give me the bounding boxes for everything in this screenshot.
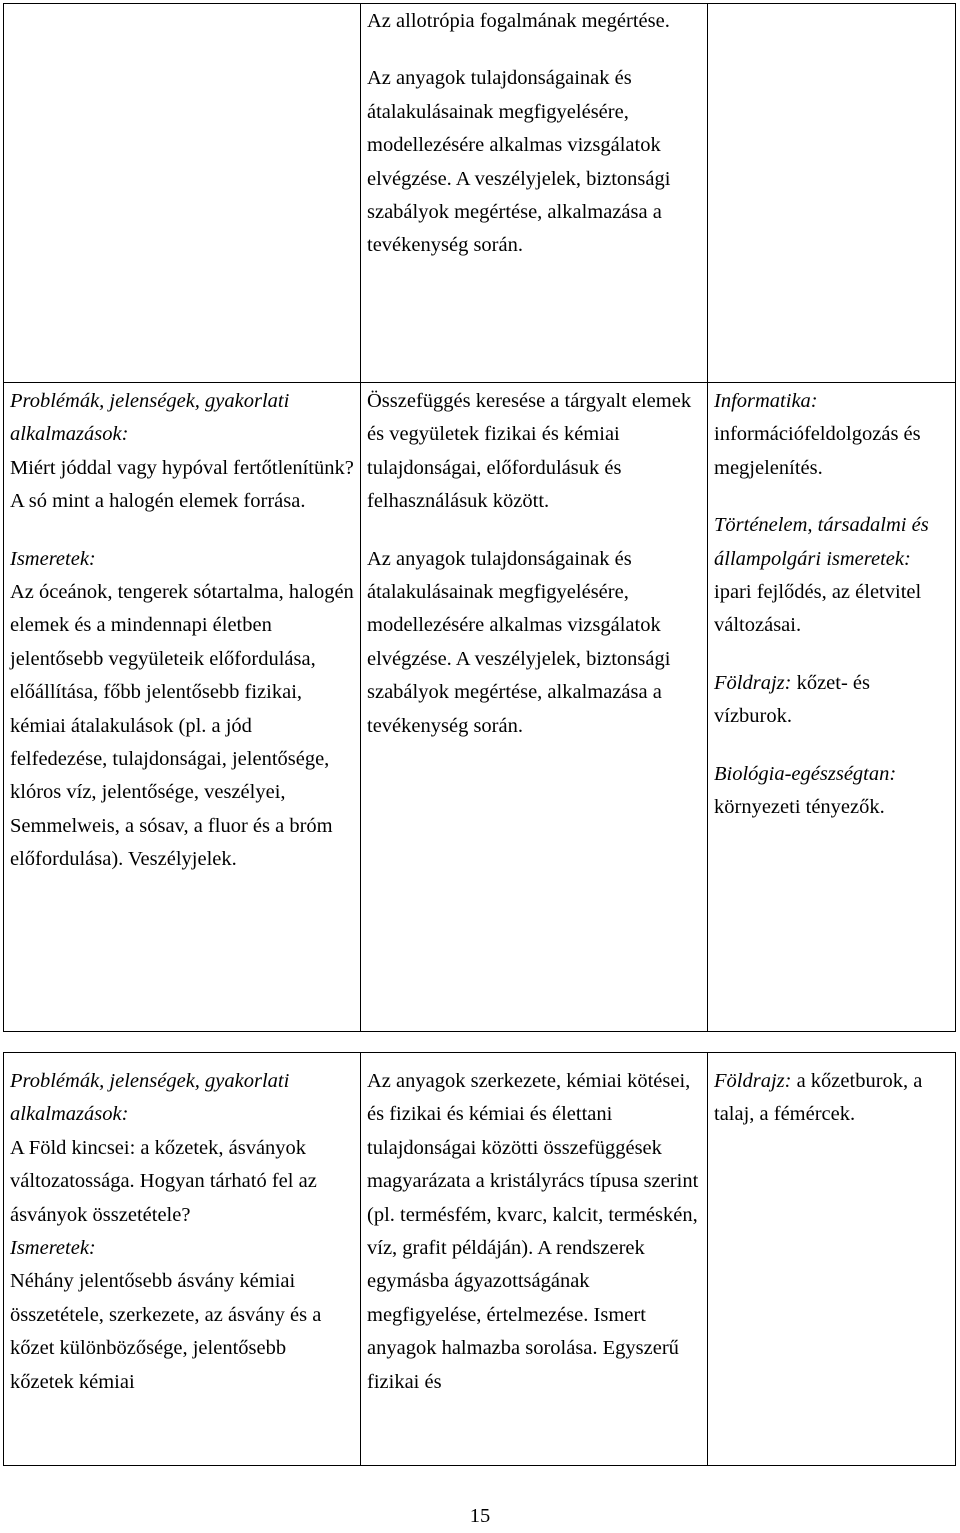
connection-item <box>714 385 949 485</box>
knowledge-text: Az óceánok, tengerek sótartalma, halogén elemek és a mindennapi életben jelentősebb vegyületeik előfordulása, előállítása, főbb jelentősebb fizikai, kémiai átalakulások (pl. a jód felfedezése, tulajdonságai, jelentősége, klóros víz, jelentősége, veszélyei, Semmelweis, a sósav, a fluor és a bróm előfordulása). Veszélyjelek. <box>10 581 354 871</box>
connection-text: kőzet- és vízburok. <box>714 671 870 728</box>
connection-item <box>714 758 949 825</box>
problems-label: Problémák, jelenségek, gyakorlati alkalmazások: <box>10 390 290 446</box>
development-goal-paragraph: Összefüggés keresése a tárgyalt elemek és vegyületek fizikai és kémiai tulajdonságai, előfordulásuk és felhasználásuk között. <box>367 390 692 513</box>
table-row <box>4 1053 956 1466</box>
connection-subject: Földrajz: <box>714 1070 792 1092</box>
problems-text: A Föld kincsei: a kőzetek, ásványok változatossága. Hogyan tárható fel az ásványok összetétele? <box>10 1136 317 1226</box>
curriculum-table-top <box>3 3 956 1032</box>
empty-cell <box>708 4 956 383</box>
development-goal-paragraph: Az allotrópia fogalmának megértése. <box>367 10 670 32</box>
knowledge-label: Ismeretek: <box>10 547 96 570</box>
knowledge-label: Ismeretek: <box>10 1237 96 1260</box>
connection-text: környezeti tényezők. <box>714 796 885 819</box>
development-cell <box>361 383 708 1032</box>
connection-text: ipari fejlődés, az életvitel változásai. <box>714 581 922 637</box>
connection-item <box>714 1065 949 1132</box>
empty-cell <box>4 4 361 383</box>
connection-subject: Történelem, társadalmi és állampolgári ismeretek: <box>714 514 929 570</box>
table-row <box>4 4 956 383</box>
page-number: 15 <box>469 1505 491 1527</box>
development-cell <box>361 1053 708 1466</box>
table-row <box>4 383 956 1032</box>
knowledge-text: Néhány jelentősebb ásvány kémiai összetétele, szerkezete, az ásvány és a kőzet különbözősége, jelentősebb kőzetek kémiai <box>10 1270 322 1393</box>
development-goal-paragraph: Az anyagok szerkezete, kémiai kötései, és fizikai és kémiai és élettani tulajdonságai közötti összefüggések magyarázata a kristályrács típusa szerint (pl. termésfém, kvarc, kalcit, terméskén, víz, grafit példáján). A rendszerek egymásba ágyazottságának megfigyelése, értelmezése. Ismert anyagok halmazba sorolása. Egyszerű fizikai és <box>367 1070 699 1393</box>
content-cell <box>4 1053 361 1466</box>
development-goal-paragraph: Az anyagok tulajdonságainak és átalakulásainak megfigyelésére, modellezésére alkalmas vizsgálatok elvégzése. A veszélyjelek, biztonsági szabályok megértése, alkalmazása a tevékenység során. <box>367 67 671 257</box>
connection-subject: Földrajz: <box>714 671 792 694</box>
continuation-cell <box>361 4 708 383</box>
connection-text: a kőzetburok, a talaj, a fémércek. <box>714 1070 923 1126</box>
connection-subject: Informatika: <box>714 390 818 412</box>
problems-text: Miért jóddal vagy hypóval fertőtlenítünk? A só mint a halogén elemek forrása. <box>10 456 354 513</box>
connections-cell <box>708 383 956 1032</box>
problems-label: Problémák, jelenségek, gyakorlati alkalmazások: <box>10 1070 290 1126</box>
connection-item <box>714 667 949 734</box>
content-cell <box>4 383 361 1032</box>
development-goal-paragraph: Az anyagok tulajdonságainak és átalakulásainak megfigyelésére, modellezésére alkalmas vizsgálatok elvégzése. A veszélyjelek, biztonsági szabályok megértése, alkalmazása a tevékenység során. <box>367 547 671 737</box>
connection-item <box>714 509 949 643</box>
connections-cell <box>708 1053 956 1466</box>
curriculum-table-bottom <box>3 1052 956 1466</box>
connection-subject: Biológia-egészségtan: <box>714 762 897 785</box>
connection-text: információfeldolgozás és megjelenítés. <box>714 423 921 479</box>
